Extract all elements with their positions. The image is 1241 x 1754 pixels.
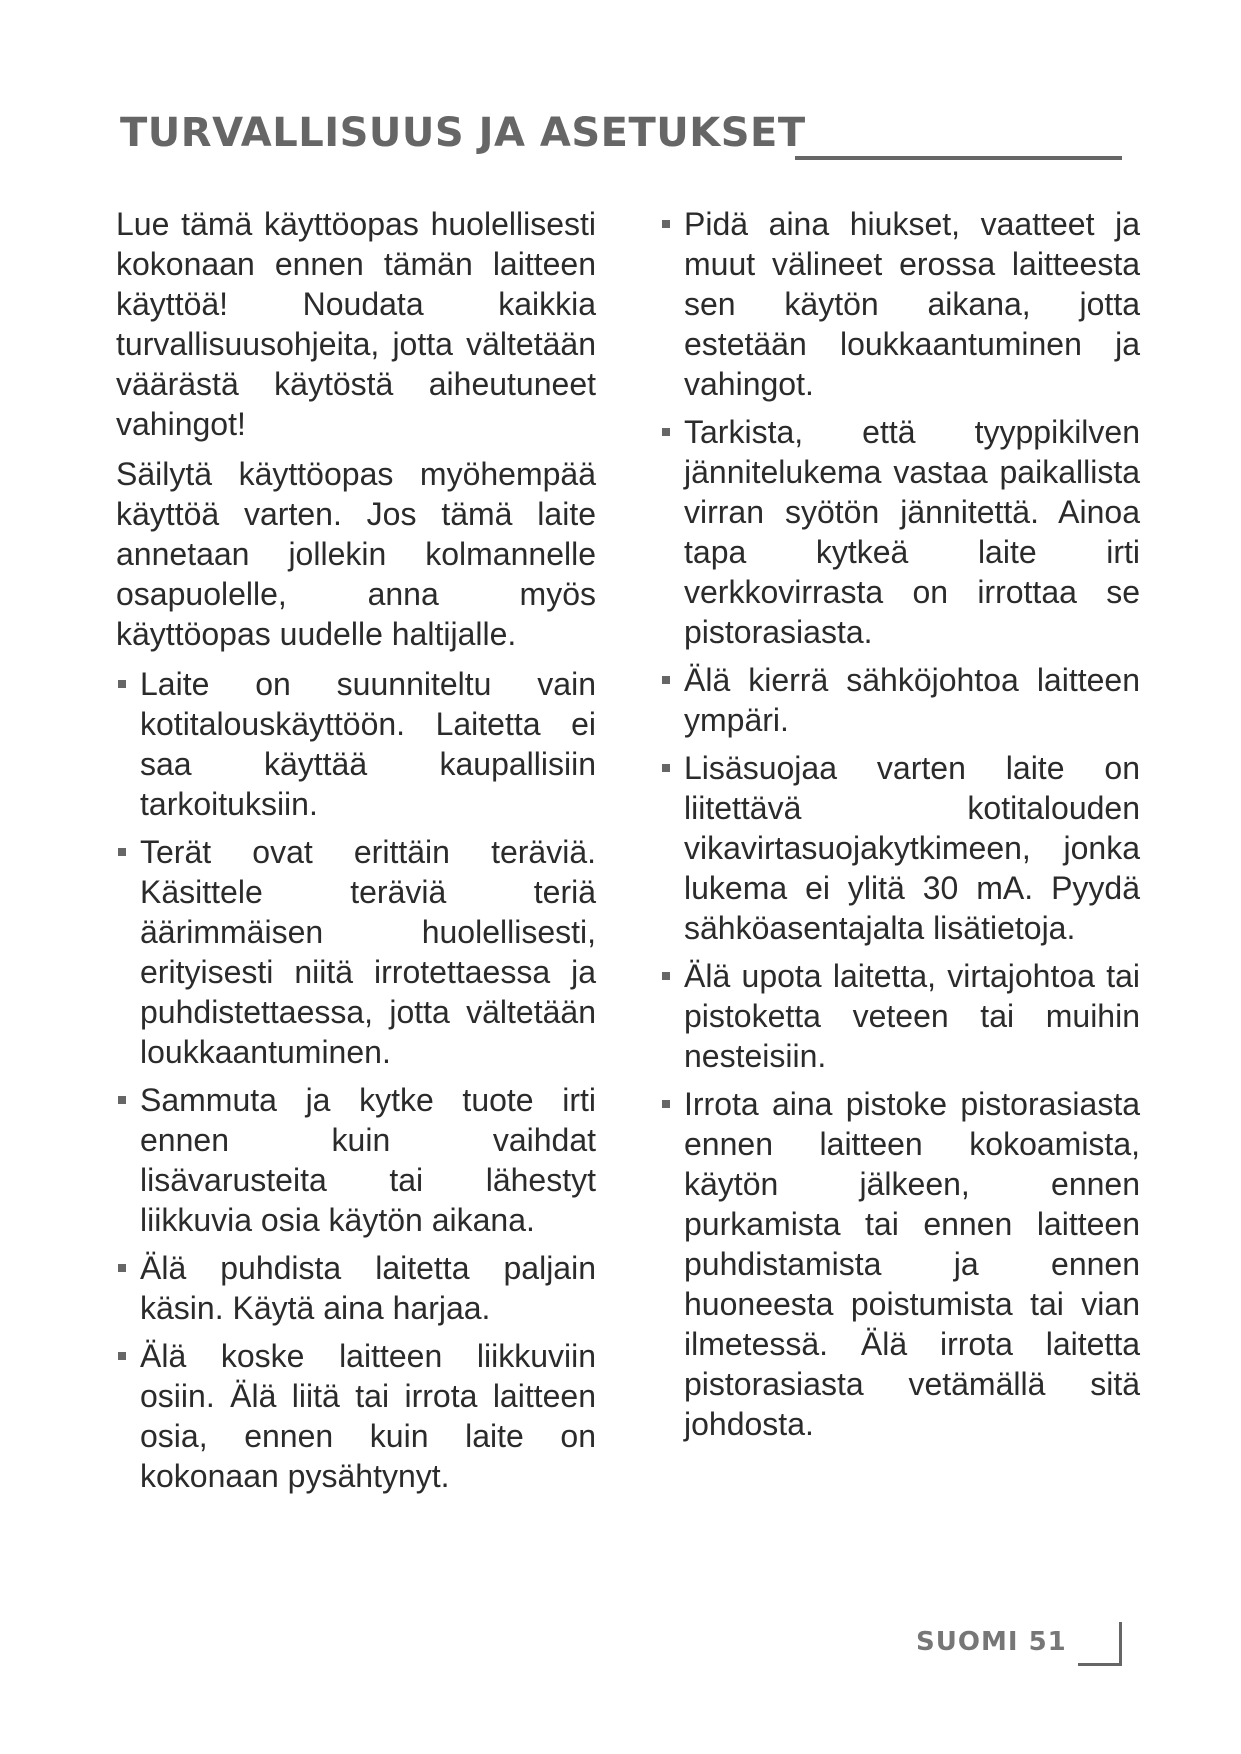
footer-corner-mark (1078, 1622, 1122, 1666)
bullet-square-icon (118, 848, 126, 856)
page-title: TURVALLISUUS JA ASETUKSET (120, 110, 806, 156)
bullet-text: Terät ovat erittäin teräviä. Käsittele teräviä teriä äärimmäisen huolellisesti, erityisesti niitä irrotettaessa ja puhdistettaessa, jotta vältetään loukkaantuminen. (140, 834, 596, 1070)
bullet-text: Tarkista, että tyyppikilven jännitelukema vastaa paikallista virran syötön jännitettä. Ainoa tapa kytkeä laite irti verkkovirrasta on irrottaa se pistorasiasta. (684, 414, 1140, 650)
bullet-square-icon (662, 764, 670, 772)
footer-language: SUOMI (916, 1627, 1019, 1657)
bullet-square-icon (662, 220, 670, 228)
page-footer (916, 1627, 1067, 1657)
safety-bullet (116, 1336, 596, 1496)
bullet-square-icon (118, 1096, 126, 1104)
safety-bullet (116, 664, 596, 824)
safety-bullet (116, 1248, 596, 1328)
title-rule (795, 156, 1122, 160)
bullet-square-icon (118, 1352, 126, 1360)
bullet-text: Älä kierrä sähköjohtoa laitteen ympäri. (684, 662, 1140, 738)
safety-bullet (660, 1084, 1140, 1444)
bullet-text: Irrota aina pistoke pistorasiasta ennen laitteen kokoamista, käytön jälkeen, ennen purkamista tai ennen laitteen puhdistamista ja ennen huoneesta poistumista tai vian ilmetessä. Älä irrota laitetta pistorasiasta vetämällä sitä johdosta. (684, 1086, 1140, 1442)
safety-bullet (660, 660, 1140, 740)
bullet-text: Lisäsuojaa varten laite on liitettävä kotitalouden vikavirtasuojakytkimeen, jonka lukema ei ylitä 30 mA. Pyydä sähköasentajalta lisätietoja. (684, 750, 1140, 946)
page-number: 51 (1028, 1627, 1067, 1657)
bullet-text: Älä puhdista laitetta paljain käsin. Käytä aina harjaa. (140, 1250, 596, 1326)
bullet-text: Pidä aina hiukset, vaatteet ja muut välineet erossa laitteesta sen käytön aikana, jotta estetään loukkaantuminen ja vahingot. (684, 206, 1140, 402)
bullet-text: Älä upota laitetta, virtajohtoa tai pistoketta veteen tai muihin nesteisiin. (684, 958, 1140, 1074)
intro-paragraph: Säilytä käyttöopas myöhempää käyttöä varten. Jos tämä laite annetaan jollekin kolmannelle osapuolelle, anna myös käyttöopas uudelle haltijalle. (116, 456, 596, 652)
safety-bullet (660, 204, 1140, 404)
safety-bullet (116, 1080, 596, 1240)
bullet-square-icon (118, 1264, 126, 1272)
safety-bullet (116, 832, 596, 1072)
left-column (116, 204, 596, 1504)
right-column (660, 204, 1140, 1452)
bullet-square-icon (662, 676, 670, 684)
safety-bullet (660, 412, 1140, 652)
intro-paragraph: Lue tämä käyttöopas huolellisesti kokonaan ennen tämän laitteen käyttöä! Noudata kaikkia turvallisuusohjeita, jotta vältetään väärästä käytöstä aiheutuneet vahingot! (116, 206, 596, 442)
bullet-square-icon (118, 680, 126, 688)
bullet-square-icon (662, 972, 670, 980)
bullet-text: Älä koske laitteen liikkuviin osiin. Älä liitä tai irrota laitteen osia, ennen kuin laite on kokonaan pysähtynyt. (140, 1338, 596, 1494)
bullet-square-icon (662, 1100, 670, 1108)
safety-bullet (660, 748, 1140, 948)
bullet-text: Sammuta ja kytke tuote irti ennen kuin vaihdat lisävarusteita tai lähestyt liikkuvia osia käytön aikana. (140, 1082, 596, 1238)
bullet-text: Laite on suunniteltu vain kotitalouskäyttöön. Laitetta ei saa käyttää kaupallisiin tarkoituksiin. (140, 666, 596, 822)
bullet-square-icon (662, 428, 670, 436)
safety-bullet (660, 956, 1140, 1076)
